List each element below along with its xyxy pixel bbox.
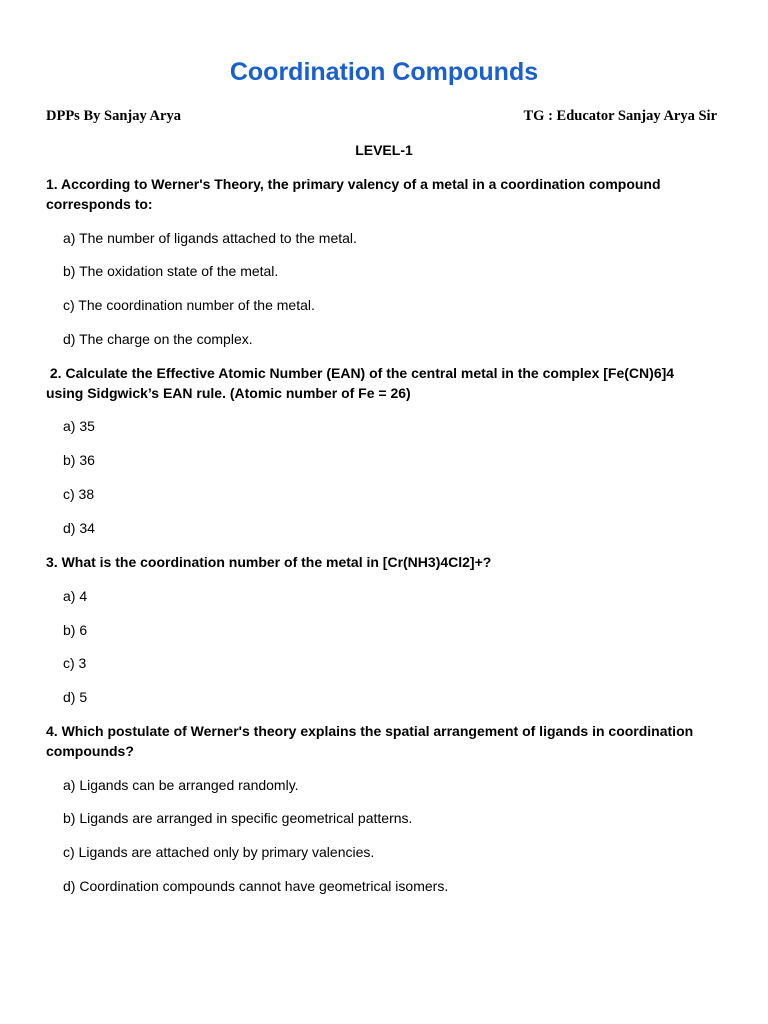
question-1-option-d: d) The charge on the complex. [63,331,253,347]
question-1: 1. According to Werner's Theory, the primary valency of a metal in a coordination compound corresponds to: [46,176,661,212]
question-3-option-a: a) 4 [63,588,88,604]
question-2: 2. Calculate the Effective Atomic Number (EAN) of the central metal in the complex [Fe(CN)6]4 using Sidgwick’s EAN rule. (Atomic number of Fe = 26) [46,365,678,401]
question-2-option-a: a) 35 [63,418,95,434]
question-3: 3. What is the coordination number of the metal in [Cr(NH3)4Cl2]+? [46,554,492,570]
question-2-option-b: b) 36 [63,452,95,468]
question-4-option-d: d) Coordination compounds cannot have geometrical isomers. [63,878,449,894]
level-heading: LEVEL-1 [355,142,413,158]
question-3-option-d: d) 5 [63,689,88,705]
question-4-option-a: a) Ligands can be arranged randomly. [63,777,299,793]
question-4: 4. Which postulate of Werner's theory explains the spatial arrangement of ligands in coordination compounds? [46,723,694,759]
question-1-option-a: a) The number of ligands attached to the metal. [63,230,357,246]
header-telegram: TG : Educator Sanjay Arya Sir [523,108,717,124]
question-1-option-c: c) The coordination number of the metal. [63,297,315,313]
question-2-option-c: c) 38 [63,486,95,502]
document-title: Coordination Compounds [229,58,539,86]
question-3-option-b: b) 6 [63,622,88,638]
question-2-option-d: d) 34 [63,520,95,536]
question-4-option-c: c) Ligands are attached only by primary valencies. [63,844,375,860]
question-1-option-b: b) The oxidation state of the metal. [63,263,279,279]
header-author: DPPs By Sanjay Arya [46,108,181,124]
question-4-option-b: b) Ligands are arranged in specific geometrical patterns. [63,810,413,826]
question-3-option-c: c) 3 [63,655,87,671]
